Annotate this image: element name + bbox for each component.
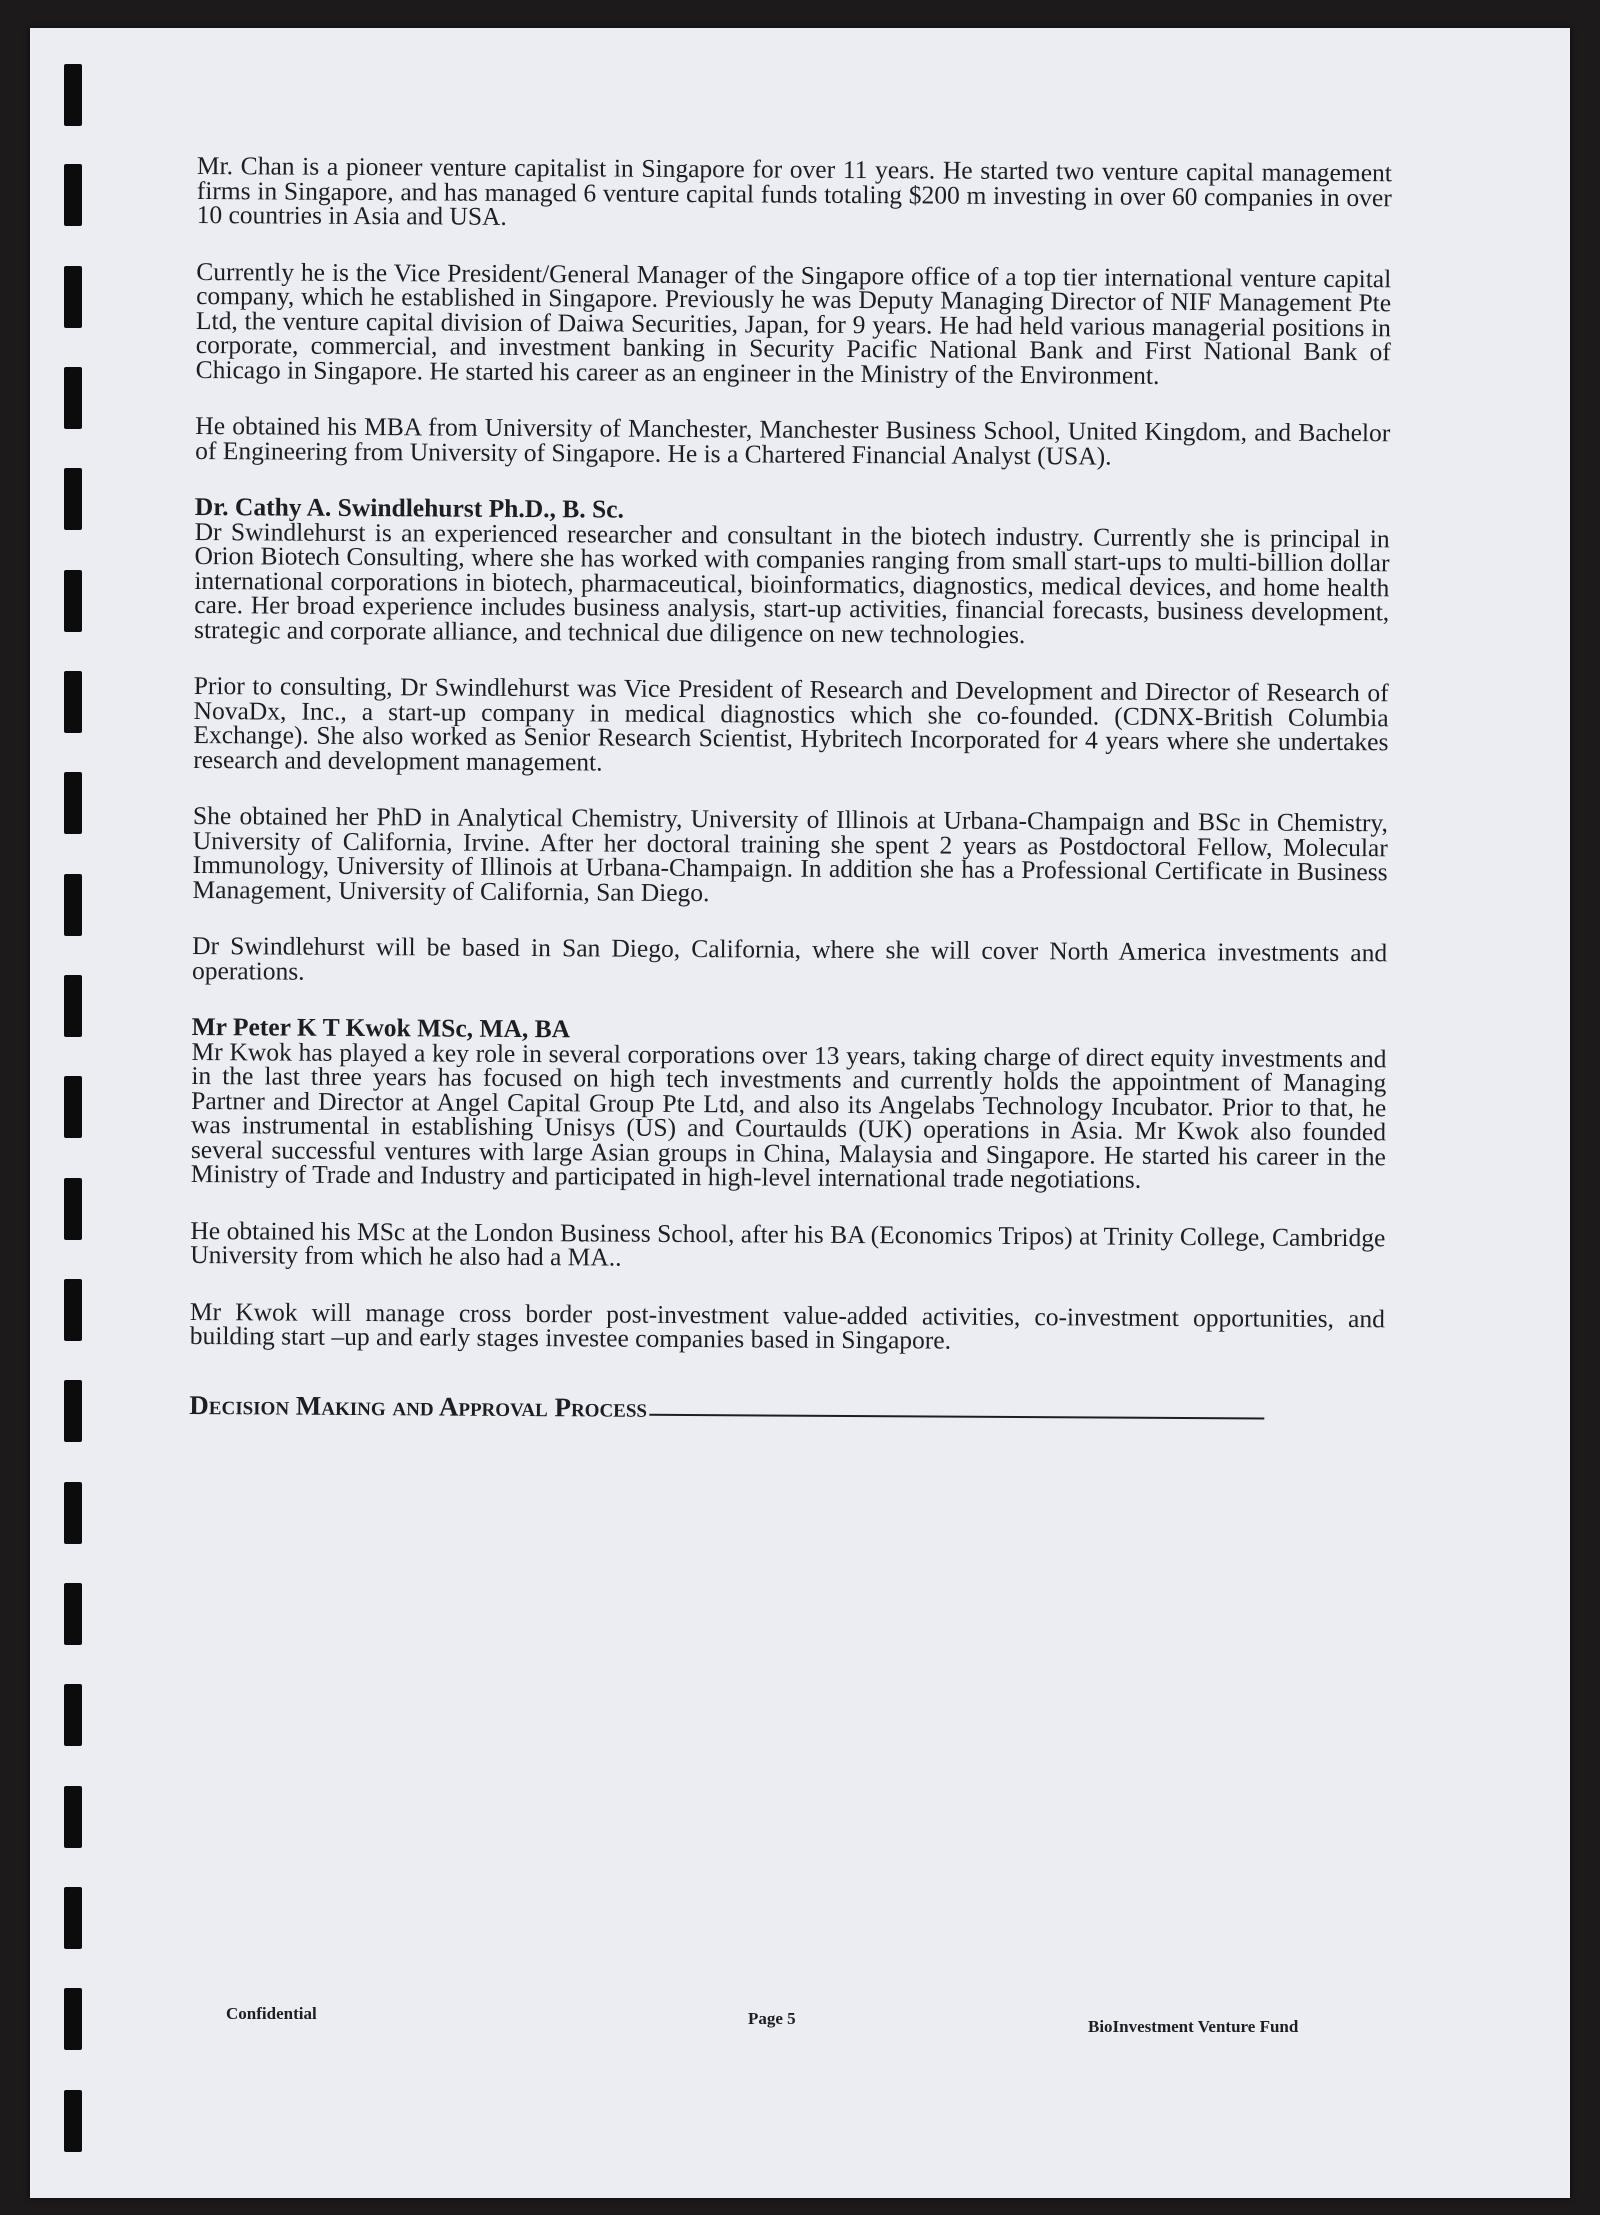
binding-hole (64, 1279, 82, 1341)
paragraph-swindlehurst-location: Dr Swindlehurst will be based in San Diego, California, where she will cover North America investments and operations. (191, 930, 1388, 986)
binding-hole (64, 1786, 82, 1848)
binding-hole (64, 1178, 82, 1240)
paragraph-chan-education: He obtained his MBA from University of Manchester, Manchester Business School, United Kingdom, and Bachelor of Engineering from University of Singapore. He is a Chartered Financial Analyst (USA). (195, 410, 1391, 471)
paragraph-swindlehurst-prior: Prior to consulting, Dr Swindlehurst was Vice President of Research and Development and Director of Research of NovaDx, Inc., a start-up company in medical diagnostics which she co-founded. (CDNX-British Columbia Exchange). She also worked as Senior Research Scientist, Hybritech Incorporated for 4 years where she undertakes research and development management. (193, 670, 1389, 776)
binding-hole (64, 1380, 82, 1442)
footer-confidential: Confidential (226, 2004, 317, 2023)
binding-hole (64, 1583, 82, 1645)
paragraph-kwok-career: Mr Kwok has played a key role in several corporations over 13 years, taking charge of direct equity investments and in the last three years has focused on high tech investments and currently holds the appointment of Managing Partner and Director at Angel Capital Group Pte Ltd, and also its Angelabs Technology Incubator. Prior to that, he was instrumental in establishing Unisys (US) and Courtaulds (UK) operations in Asia. Mr Kwok also founded several successful ventures with large Asian groups in China, Malaysia and Singapore. He started his career in the Ministry of Trade and Industry and participated in high-level international trade negotiations. (190, 1036, 1387, 1194)
footer-page-number: Page 5 (748, 2009, 796, 2028)
section-heading-rule (649, 1413, 1264, 1420)
paragraph-kwok-education: He obtained his MSc at the London Business School, after his BA (Economics Tripos) at Trinity College, Cambridge University from which he also had a MA.. (190, 1215, 1386, 1272)
binding-hole (64, 1482, 82, 1544)
paragraph-swindlehurst-education: She obtained her PhD in Analytical Chemistry, University of Illinois at Urbana-Champaign and BSc in Chemistry, University of California, Irvine. After her doctoral training she spent 2 years as Postdoctoral Fellow, Molecular Immunology, University of Illinois at Urbana-Champaign. In addition she has a Professional Certificate in Business Management, University of California, San Diego. (192, 800, 1389, 907)
paragraph-kwok-role: Mr Kwok will manage cross border post-investment value-added activities, co-investment opportunities, and building start –up and early stages investee companies based in Singapore. (189, 1296, 1385, 1355)
binding-hole (64, 671, 82, 733)
section-heading-text: Decision Making and Approval Process (189, 1389, 648, 1423)
binding-hole (64, 64, 82, 126)
heading-kwok: Mr Peter K T Kwok MSc, MA, BA (191, 1011, 571, 1044)
page-body (189, 151, 1392, 1424)
paragraph-chan-career: Currently he is the Vice President/General Manager of the Singapore office of a top tier international venture capital company, which he established in Singapore. Previously he was Deputy Managing Director of NIF Management Pte Ltd, the venture capital division of Daiwa Securities, Japan, for 9 years. He had held various managerial positions in corporate, commercial, and investment banking in Security Pacific National Bank and First National Bank of Chicago in Singapore. He started his career as an engineer in the Ministry of the Environment. (195, 256, 1392, 390)
binding-hole (64, 874, 82, 936)
paragraph-swindlehurst-intro: Dr Swindlehurst is an experienced researcher and consultant in the biotech industry. Currently she is principal in Orion Biotech Consulting, where she has worked with companies ranging from small start-ups to multi-billion dollar international corporations in biotech, pharmaceutical, bioinformatics, diagnostics, medical devices, and home health care. Her broad experience includes business analysis, start-up activities, financial forecasts, business development, strategic and corporate alliance, and technical due diligence on new technologies. (194, 516, 1390, 649)
binding-hole (64, 367, 82, 429)
binding-hole (64, 570, 82, 632)
paragraph-chan-intro: Mr. Chan is a pioneer venture capitalist in Singapore for over 11 years. He started two venture capital management firms in Singapore, and has managed 6 venture capital funds totaling $200 m investing in over 60 companies in over 10 countries in Asia and USA. (196, 151, 1392, 231)
binding-hole (64, 1887, 82, 1949)
binding-hole (64, 1684, 82, 1746)
binding-hole (64, 1988, 82, 2050)
spiral-binding (64, 64, 86, 2194)
footer-fund-name: BioInvestment Venture Fund (1088, 2017, 1299, 2036)
binding-hole (64, 772, 82, 834)
binding-hole (64, 2090, 82, 2152)
binding-hole (64, 468, 82, 530)
binding-hole (64, 164, 82, 226)
binding-hole (64, 1076, 82, 1138)
binding-hole (64, 975, 82, 1037)
heading-swindlehurst: Dr. Cathy A. Swindlehurst Ph.D., B. Sc. (194, 491, 625, 524)
binding-hole (64, 266, 82, 328)
section-heading (189, 1389, 1384, 1424)
